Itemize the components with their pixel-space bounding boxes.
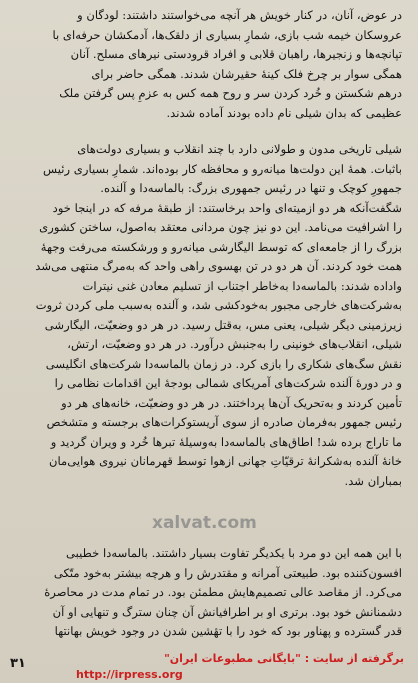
paragraph-3 xyxy=(14,544,402,642)
text-line: در عوض، آنان، در کنار خویش هر آنچه می‌خواستند داشتند: لودگان و xyxy=(77,8,402,22)
paragraph-2 xyxy=(14,140,402,491)
text-line: شیلی، انقلاب‌های خونینی را به‌جنبش درآورد. در هر دو وضعیّت، ارتش، xyxy=(67,337,402,351)
text-line: عظیمی که بدان شیلی نام داده بودند آماده شدند. xyxy=(166,105,402,120)
text-line: رئیس جمهور به‌فرمان صادره از سوی آریستوکرات‌های برجسته و متشخص xyxy=(46,415,402,429)
text-line: به‌شرکت‌های خارجی مجبور به‌خودکشی شد، و آلنده به‌سبب ملی کردن ثروت xyxy=(35,298,402,312)
text-line: عروسکان خیمه شب بازی، شمارِ بسیاری از دلقک‌ها، آدمکشان حرفه‌ای با xyxy=(52,27,402,42)
page-number: ۳۱ xyxy=(10,656,26,671)
text-line: همگی سوار بر چرخ فلک کینهٔ حقیرشان شدند. همگی حاضر برای xyxy=(91,66,402,81)
source-caption: برگرفته از سایت : "بایگانی مطبوعات ایران" xyxy=(164,652,404,665)
text-line: بزرگ را از جامعه‌ای که توسط الیگارشی میانه‌رو و ورشکسته می‌رفت وجههٔ xyxy=(40,239,402,254)
source-url[interactable]: http://irpress.org xyxy=(76,668,183,681)
text-line: جمهورِ کوچک و تنها در رئیس جمهوری بزرگ: بالماسه‌دا و آلنده. xyxy=(100,181,402,195)
text-line: شگفت‌آنکه هر دو ازمیته‌ای واحد برخاستند: از طبقهٔ مرفه که در اینجا خود xyxy=(52,200,402,215)
text-line: دشمنانش خود بود. برتری او بر اطرافیانش آن چنان سترگ و تنهایی او آن xyxy=(52,604,402,619)
text-line: می‌کرد. از مقاصد عالی تصمیم‌هایش مطمئن بود. در تمام مدت در محاصرهٔ xyxy=(44,585,402,599)
watermark: xalvat.com xyxy=(152,513,257,533)
text-line: زیرزمینی دیگر شیلی، یعنی مس، به‌قتل رسید. در هر دو وضعیّت، الیگارشی xyxy=(44,317,402,332)
text-line: شیلی تاریخی مدون و طولانی دارد با چند انقلاب و بسیاری دولت‌های xyxy=(77,142,402,156)
text-line: تأمین کردند و به‌تحریک آن‌ها پرداختند. در هر دو وضعیّت، خانه‌های هر دو xyxy=(61,395,402,410)
text-line: و در دورهٔ آلنده شرکت‌های آمریکای شمالی بودجهٔ این اقدامات نظامی را xyxy=(54,376,402,390)
text-line: همت خود کردند. آن هر دو در تن بهسوی راهی واحد که به‌مرگ منتهی می‌شد xyxy=(35,259,402,273)
text-line: خانهٔ آلنده به‌شکرانهٔ ترقیّاتِ جهانی ازهوا توسط قهرمانان نیروی هوایی‌مان xyxy=(48,454,402,468)
text-line: واداده شدند: بالماسه‌دا به‌خاطر اجتناب از تسلیم معادن غنی نیترات xyxy=(82,278,402,293)
text-line: با این همه این دو مرد با یکدیگر تفاوت بسیار داشتند. بالماسه‌دا خطیبی xyxy=(66,546,402,560)
text-line: را اشرافیت می‌نامد. این دو نیز چون مردانی معتقد به‌اصول، ساختن کشوری xyxy=(39,220,402,234)
text-line: قدر گسترده و پهناور بود که خود را با تهٔشین شدن در وجود خویش بهانتها xyxy=(54,624,402,638)
text-line: تپانچه‌ها و زنجیرها، راهبان قلابی و افراد قرودستی نیرهای مسلح. آنان xyxy=(70,47,402,61)
text-line: افسون‌کننده بود. طبیعتی آمرانه و مقتدرش را و هرچه بیشتر به‌خود متّکی xyxy=(53,565,402,580)
text-line: ما تاراج برده شد! اطاق‌های بالماسه‌دا به‌وسیلهٔ تبرها خُرد و ویران گردید و xyxy=(50,434,402,449)
paragraph-1 xyxy=(14,6,402,123)
text-line: درهم شکستن و خُرد کردن سر و روح همه کس به عزمِ پس گرفتن ملک xyxy=(59,86,402,100)
text-line: بمباران شد. xyxy=(344,473,402,488)
text-line: باثبات. همهٔ این دولت‌ها میانه‌رو و محافظه کار بوده‌اند. شمارِ بسیاری رئیس xyxy=(42,161,402,176)
text-line: نقش سگ‌های شکاری را بازی کرد. در زمان بالماسه‌دا شرکت‌های انگلیسی xyxy=(45,356,402,371)
